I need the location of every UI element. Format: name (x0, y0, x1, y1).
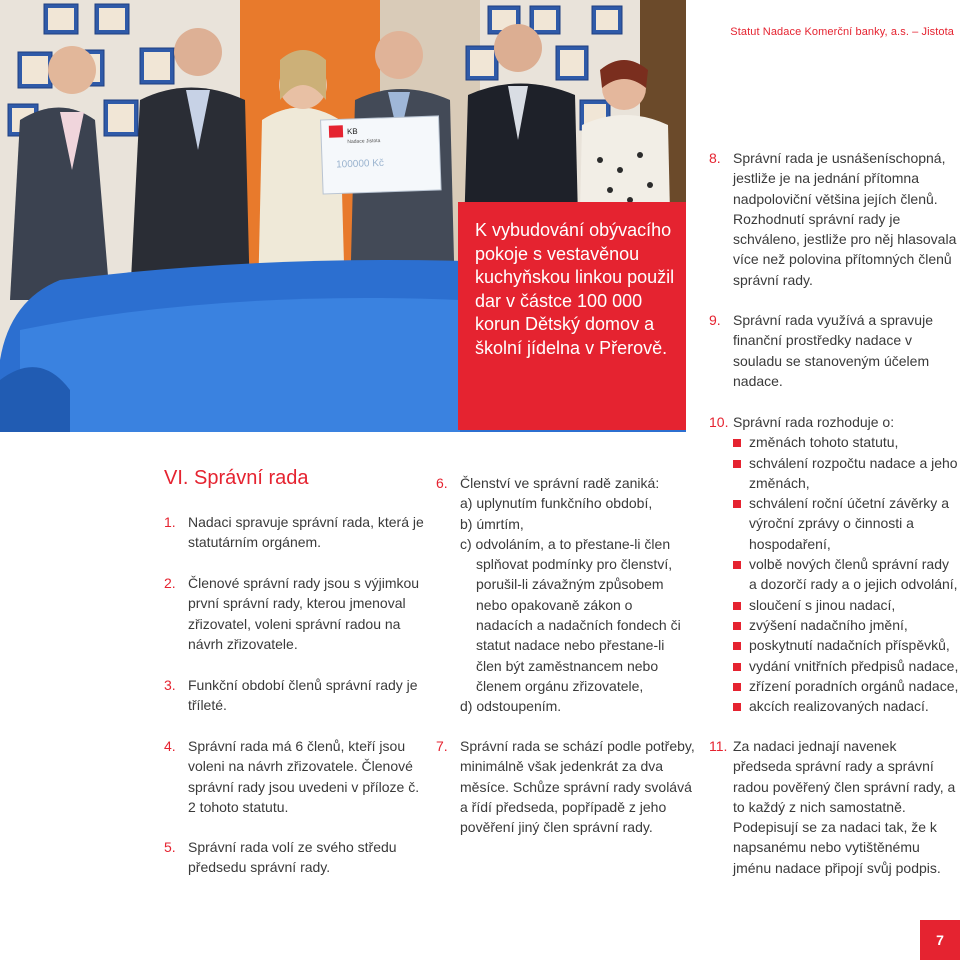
item-number: 5. (164, 839, 176, 855)
decision-list-item: sloučení s jinou nadací, (733, 595, 960, 615)
article-item-8 (709, 148, 958, 290)
section-heading: VI. Správní rada (164, 467, 309, 489)
item-text: Správní rada volí ze svého středu předsedu správní rady. (188, 839, 397, 876)
item-point-d: d) odstoupením. (460, 698, 562, 715)
decision-list-item: volbě nových členů správní rady a dozorčí rady a o jejich odvolání, (733, 554, 960, 595)
item-number: 1. (164, 514, 176, 530)
article-item-6 (436, 473, 700, 717)
article-item-4 (164, 736, 428, 817)
article-item-2 (164, 573, 428, 654)
item-text: Správní rada má 6 členů, kteří jsou voleni na návrh zřizovatele. Členové správní rady jsou uvedeni v příloze č. 2 tohoto statutu. (188, 738, 420, 815)
item-intro: Správní rada rozhoduje o: (733, 414, 895, 430)
item-number: 6. (436, 475, 448, 491)
decision-list-item: zřízení poradních orgánů nadace, (733, 676, 960, 696)
decision-list-item: schválení roční účetní závěrky a výroční zprávy o činnosti a hospodaření, (733, 493, 960, 554)
item-text: Členové správní rady jsou s výjimkou první správní rady, kterou jmenoval zřizovatel, voleni správní radou na návrh zřizovatele. (188, 575, 420, 652)
decision-list-item: akcích realizovaných nadací. (733, 696, 960, 716)
quote-text: K vybudování obývacího pokoje s vestavěnou kuchyňskou linkou použil dar v částce 100 000 korun Dětský domov a školní jídelna v Přerově. (475, 220, 675, 358)
item-text: Nadaci spravuje správní rada, která je statutárním orgánem. (188, 514, 424, 551)
article-item-7 (436, 736, 700, 837)
item-text: Správní rada využívá a spravuje finanční prostředky nadace v souladu se stanoveným účelem nadace. (733, 312, 933, 389)
article-item-9 (709, 310, 958, 391)
quote-box (458, 202, 686, 430)
item-text: Správní rada se schází podle potřeby, minimálně však jedenkrát za dva měsíce. Schůze správní rady svolává a řídí předseda, popřípadě z jeho pověření jiný člen správní rady. (460, 738, 695, 836)
item-number: 3. (164, 677, 176, 693)
item-point-c-detail: splňovat podmínky pro členství, porušil-li závažným způsobem nebo opakovaně zákon o nadacích a nadačních fondech či statut nadace nebo přestane-li člen být zaměstnancem nebo členem orgánu zřizovatele, (476, 556, 681, 694)
item-number: 8. (709, 150, 721, 166)
item-text: Správní rada je usnášeníschopná, jestliže je na jednání přítomna nadpoloviční většina jejích členů. Rozhodnutí správní rady je schváleno, jestliže pro něj hlasovala více než polovina přítomných členů správní rady. (733, 150, 957, 288)
article-item-1 (164, 512, 428, 553)
item-text: Za nadaci jednají navenek předseda správní rady a správní radou pověřený člen správní rady, a to každý z nich samostatně. Podepisují se za nadaci tak, že k napsanému nebo vytištěnému jménu nadace připojí svůj podpis. (733, 738, 956, 876)
item-number: 11. (709, 738, 728, 754)
item-number: 7. (436, 738, 448, 754)
page-number: 7 (920, 920, 960, 960)
decision-list-item: vydání vnitřních předpisů nadace, (733, 656, 960, 676)
item-intro: Členství ve správní radě zaniká: (460, 475, 660, 491)
article-item-5 (164, 837, 428, 878)
article-item-3 (164, 675, 428, 716)
running-header: Statut Nadace Komerční banky, a.s. – Jistota (730, 26, 954, 38)
item-point-c: c) odvoláním, a to přestane-li člen (460, 535, 671, 552)
article-item-10 (709, 412, 960, 716)
item-number: 4. (164, 738, 176, 754)
article-item-11 (709, 736, 958, 878)
cheque-org: Nadace Jistota (347, 137, 381, 146)
decision-list-item: zvýšení nadačního jmění, (733, 615, 960, 635)
decision-list-item: poskytnutí nadačních příspěvků, (733, 635, 960, 655)
item-number: 10. (709, 414, 729, 430)
item-text: Funkční období členů správní rady je tříleté. (188, 677, 418, 714)
item-point-b: b) úmrtím, (460, 515, 524, 532)
decision-list-item: schválení rozpočtu nadace a jeho změnách, (733, 453, 960, 494)
item-number: 9. (709, 312, 721, 328)
item-point-a: a) uplynutím funkčního období, (460, 495, 653, 512)
item-number: 2. (164, 575, 176, 591)
cheque-amount: 100000 Kč (335, 157, 385, 171)
decision-list-item: změnách tohoto statutu, (733, 432, 960, 452)
decision-list (733, 432, 960, 716)
cheque-bank: KB (346, 126, 358, 137)
